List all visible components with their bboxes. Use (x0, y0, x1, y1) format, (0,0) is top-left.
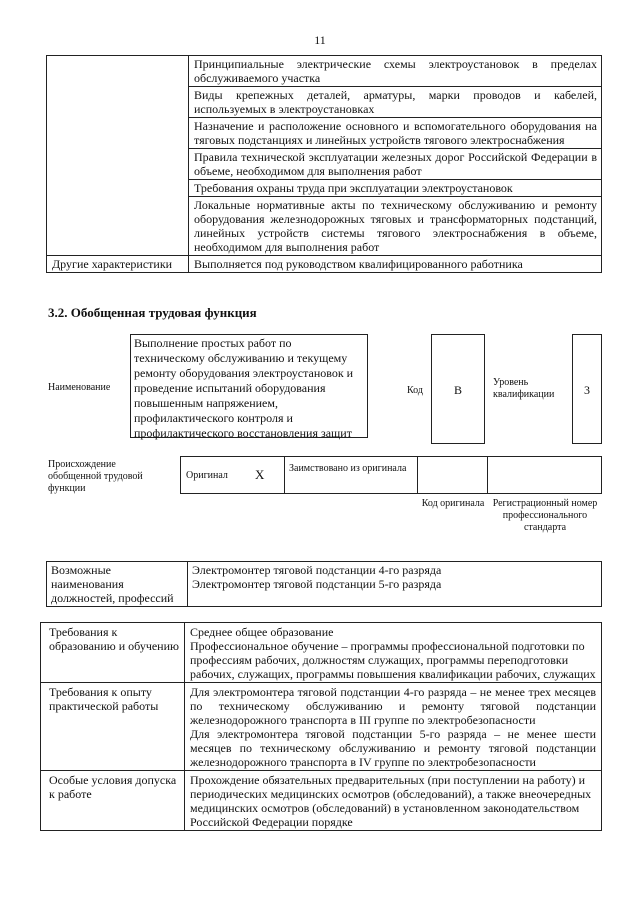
registration-number-caption: Регистрационный номер профессионального стандарта (492, 498, 598, 533)
function-name-box: Выполнение простых работ по техническому обслуживанию и текущему ремонту оборудования электроустановок и проведение испытаний оборудования повышенным напряжением, профилактического контроля и профилактического восстановления защит (130, 334, 368, 438)
positions-label: Возможные наименования должностей, профессий (47, 562, 188, 607)
original-mark: X (255, 467, 265, 482)
knowledge-item: Виды крепежных деталей, арматуры, марки проводов и кабелей, используемых в электроустановках (189, 87, 602, 118)
positions-values (188, 562, 602, 607)
table-row (47, 562, 602, 607)
original-code-cell (418, 457, 488, 493)
requirement-line: Для электромонтера тяговой подстанции 5-го разряда – не менее шести месяцев по техническому обслуживанию и ремонту тяговой подстанции железнодорожного транспорта в IV группе по электробезопасности (190, 727, 596, 769)
experience-requirements-label: Требования к опыту практической работы (41, 683, 185, 771)
registration-number-cell (488, 457, 601, 493)
original-label: Оригинал (186, 470, 228, 481)
table-row (41, 623, 602, 683)
requirement-line: Профессиональное обучение – программы профессиональной подготовки по профессиям рабочих, должностям служащих, программы переподготовки рабочих, служащих, программы повышения квалификации рабочих, служащих (190, 639, 596, 681)
special-conditions-label: Особые условия допуска к работе (41, 771, 185, 831)
origin-row (180, 456, 602, 494)
table-row (41, 771, 602, 831)
requirement-line: Для электромонтера тяговой подстанции 4-го разряда – не менее трех месяцев по техническому обслуживанию и ремонту тяговой подстанции железнодорожного транспорта в III группе по электробезопасности (190, 685, 596, 727)
requirement-line: Среднее общее образование (190, 625, 334, 639)
other-characteristics-label: Другие характеристики (47, 256, 189, 273)
original-code-caption: Код оригинала (421, 498, 485, 509)
borrowed-label: Заимствовано из оригинала (289, 463, 407, 474)
position-item: Электромонтер тяговой подстанции 5-го разряда (192, 577, 442, 591)
experience-requirements-value (185, 683, 602, 771)
qualification-level-box: 3 (572, 334, 602, 444)
code-value-box: В (431, 334, 485, 444)
position-item: Электромонтер тяговой подстанции 4-го разряда (192, 563, 442, 577)
knowledge-item: Требования охраны труда при эксплуатации электроустановок (189, 180, 602, 197)
table-cell-empty (47, 56, 189, 256)
original-cell (181, 457, 285, 493)
section-title: 3.2. Обобщенная трудовая функция (48, 305, 257, 320)
knowledge-item: Правила технической эксплуатации железных дорог Российской Федерации в объеме, необходимом для выполнения работ (189, 149, 602, 180)
code-label: Код (407, 385, 423, 396)
table-row (47, 56, 602, 87)
special-conditions-value (185, 771, 602, 831)
knowledge-table (46, 55, 602, 273)
education-requirements-label: Требования к образованию и обучению (41, 623, 185, 683)
requirements-table (40, 622, 602, 831)
qualification-level-label: Уровень квалификации (493, 377, 555, 400)
knowledge-item: Принципиальные электрические схемы электроустановок в пределах обслуживаемого участка (189, 56, 602, 87)
table-row (41, 683, 602, 771)
borrowed-cell (285, 457, 418, 493)
positions-table (46, 561, 602, 607)
education-requirements-value (185, 623, 602, 683)
page-number: 11 (314, 33, 326, 47)
name-label: Наименование (48, 382, 111, 393)
table-row (47, 256, 602, 273)
origin-label: Происхождение обобщенной трудовой функции (48, 459, 143, 494)
knowledge-item: Локальные нормативные акты по техническому обслуживанию и ремонту оборудования железнодорожных тяговых и трансформаторных подстанций, линейных устройств системы тягового электроснабжения в объеме, необходимом для выполнения работ (189, 197, 602, 256)
other-characteristics-value: Выполняется под руководством квалифицированного работника (189, 256, 602, 273)
knowledge-item: Назначение и расположение основного и вспомогательного оборудования на тяговых подстанциях и линейных устройств тягового электроснабжения (189, 118, 602, 149)
requirement-line: Прохождение обязательных предварительных (при поступлении на работу) и периодических медицинских осмотров (обследований), а также внеочередных медицинских осмотров (обследований) в установленном законодательством Российской Федерации порядке (190, 773, 592, 829)
